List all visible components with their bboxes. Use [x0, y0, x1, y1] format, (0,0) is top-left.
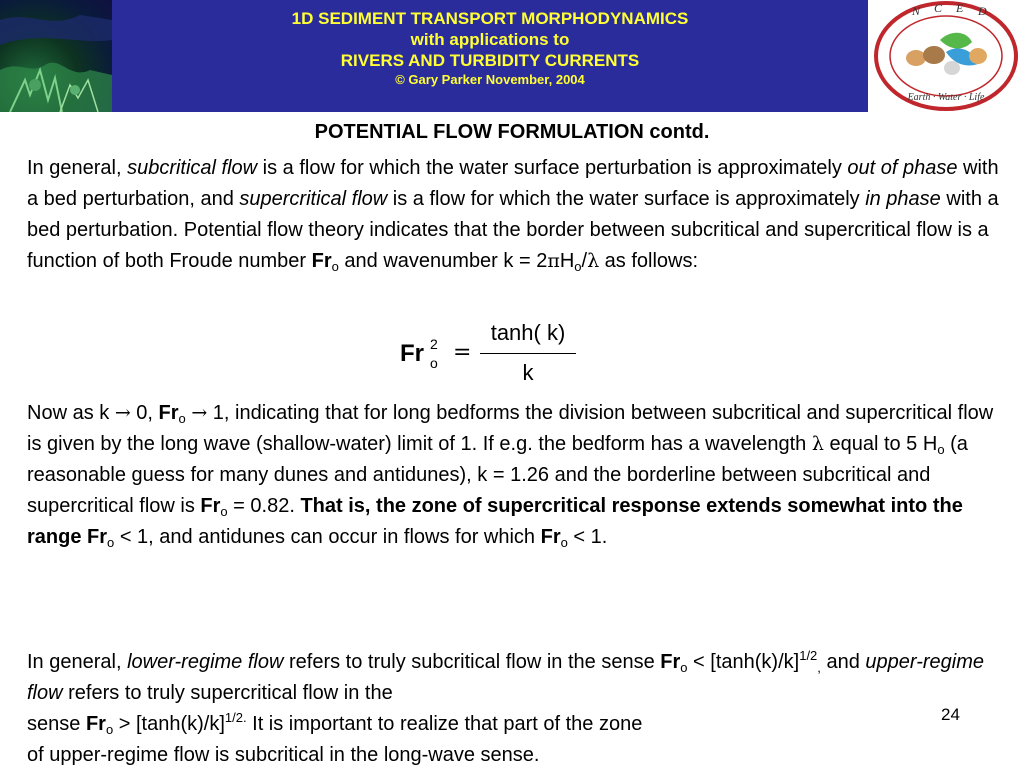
text-span: = 0.82. [227, 495, 301, 517]
slide-title: POTENTIAL FLOW FORMULATION contd. [314, 121, 710, 143]
text-span: Now as k [27, 402, 115, 424]
term-subcritical-flow: subcritical flow [127, 157, 258, 179]
superscript-half: 1/2. [224, 710, 247, 725]
lambda-symbol: λ [587, 250, 600, 272]
text-span: (a reasonable guess for many dunes and antidunes), k = 1.26 and the borderline between subcritical and supercritical flow is [27, 433, 968, 517]
equation-subscript: o [430, 355, 438, 371]
fraction-bar [480, 353, 576, 354]
text-span: and [820, 651, 866, 673]
text-span: and wavenumber k = 2 [338, 250, 548, 272]
text-span: It is important to realize that part of the zone [246, 713, 643, 735]
subscript-comma: , [817, 660, 821, 675]
text-span: of upper-regime flow is subcritical in the long-wave sense. [27, 744, 540, 766]
subscript-o: o [331, 259, 339, 274]
pi-symbol: π [547, 250, 560, 272]
froude-symbol: Fr [200, 495, 221, 517]
text-span: 0, [130, 402, 159, 424]
header-title-line1: 1D SEDIMENT TRANSPORT MORPHODYNAMICS [291, 9, 689, 28]
page-number: 24 [941, 705, 960, 724]
text-span: In general, [27, 651, 128, 673]
logo-motto: Earth · Water · Life [907, 92, 985, 103]
term-lower-regime-flow: lower-regime flow [127, 651, 284, 673]
subscript-o: o [937, 442, 945, 457]
logo-letter-n: N [912, 4, 921, 18]
paragraph-flow-regimes [27, 647, 1002, 771]
text-span: < [tanh(k)/k] [687, 651, 800, 673]
term-out-of-phase: out of phase [847, 157, 958, 179]
text-span: with a bed perturbation, and [27, 157, 999, 210]
equation-superscript: 2 [430, 336, 438, 352]
lambda-symbol: λ [811, 433, 824, 455]
logo-letter-e: E [956, 1, 964, 15]
text-span: with a bed perturbation. Potential flow theory indicates that the border between subcritical and supercritical flow is a function of both Froude number [27, 188, 999, 272]
text-span: is a flow for which the water surface perturbation is approximately [257, 157, 848, 179]
logo-letter-c: C [934, 1, 943, 15]
text-span: In general, [27, 157, 128, 179]
froude-symbol: Fr [660, 651, 681, 673]
equation-denominator: k [522, 360, 534, 385]
slide-header [0, 0, 1024, 112]
text-span: 1, indicating that for long bedforms the division between subcritical and supercritical flow is given by the long wave (shallow-water) limit of 1. If e.g. the bedform has a wavelength [27, 402, 994, 455]
subscript-o: o [107, 535, 115, 550]
header-copyright: © Gary Parker November, 2004 [395, 72, 585, 87]
froude-symbol: Fr [85, 713, 106, 735]
text-span: sense [27, 713, 86, 735]
equation-numerator: tanh( k) [490, 320, 566, 345]
subscript-o: o [220, 504, 228, 519]
text-span: refers to truly subcritical flow in the sense [283, 651, 661, 673]
term-upper-regime-flow: upper-regime flow [27, 651, 984, 704]
logo-letter-d: D [978, 4, 987, 18]
header-title-line3: RIVERS AND TURBIDITY CURRENTS [340, 51, 640, 70]
text-span: < 1, and antidunes can occur in flows for which [114, 526, 541, 548]
equation-lhs: Fr [400, 340, 424, 367]
arrow-symbol: → [114, 402, 131, 424]
subscript-o: o [680, 660, 688, 675]
text-span: / [581, 250, 588, 272]
paragraph-long-wave-limit [27, 398, 1002, 553]
subscript-o: o [178, 411, 186, 426]
header-title-line2: with applications to [410, 30, 570, 49]
subscript-o: o [574, 259, 582, 274]
arrow-symbol: → [191, 402, 208, 424]
froude-symbol: Fr [311, 250, 332, 272]
delta-satellite-image [0, 0, 112, 112]
froude-symbol: Fr [540, 526, 561, 548]
text-span: as follows: [599, 250, 699, 272]
froude-equation [400, 320, 600, 392]
title-banner [112, 0, 868, 112]
nced-logo [868, 0, 1024, 112]
subscript-o: o [560, 535, 568, 550]
superscript-half: 1/2 [799, 648, 818, 663]
term-in-phase: in phase [865, 188, 941, 210]
text-span: < 1. [567, 526, 608, 548]
text-span: > [tanh(k)/k] [113, 713, 225, 735]
text-span: H [559, 250, 575, 272]
equation-equals: = [453, 340, 472, 365]
froude-symbol: Fr [158, 402, 179, 424]
paragraph-potential-flow [27, 153, 1002, 277]
text-span: is a flow for which the water surface is approximately [387, 188, 866, 210]
emphasis-supercritical-zone: That is, the zone of supercritical response extends somewhat into the range Fr [27, 495, 963, 548]
text-span: equal to 5 H [823, 433, 938, 455]
term-supercritical-flow: supercritical flow [239, 188, 388, 210]
text-span: refers to truly supercritical flow in the [62, 682, 393, 704]
subscript-o: o [105, 722, 114, 737]
